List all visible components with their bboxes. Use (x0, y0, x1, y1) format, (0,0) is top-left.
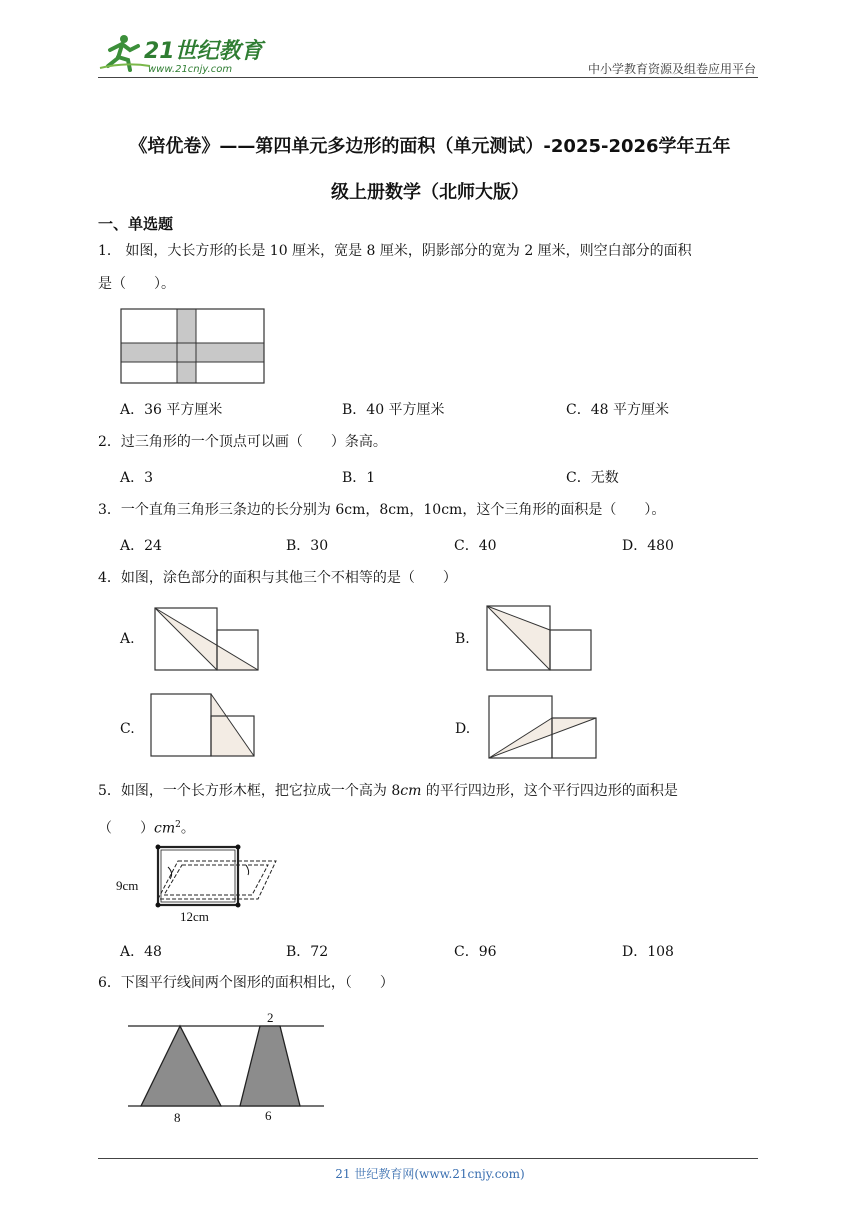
runner-icon (100, 35, 150, 70)
q3-option-d[interactable]: D．480 (622, 538, 674, 554)
q2-option-c[interactable]: C．无数 (566, 470, 619, 486)
page-title-line1: 《培优卷》——第四单元多边形的面积（单元测试）-2025-2026学年五年 (129, 136, 731, 157)
q4-figure-a (152, 606, 262, 676)
svg-text:2: 2 (267, 1010, 274, 1025)
footer-link[interactable]: 21 世纪教育网(www.21cnjy.com) (335, 1167, 525, 1181)
svg-text:12cm: 12cm (180, 909, 209, 924)
question-1-text: 1． 如图，大长方形的长是 10 厘米，宽是 8 厘米，阴影部分的宽为 2 厘米，则空白部分的面积 (98, 243, 692, 259)
q3-option-b[interactable]: B．30 (286, 538, 329, 554)
q4-figure-c (148, 692, 258, 762)
question-6-text: 6．下图平行线间两个图形的面积相比，（ ） (98, 975, 394, 991)
q1-option-c[interactable]: C．48 平方厘米 (566, 402, 669, 418)
question-5-text-cont: （ ）$cm^2$。 (98, 820, 195, 837)
q2-option-b[interactable]: B．1 (342, 470, 376, 486)
question-1-figure (120, 308, 266, 388)
q4-figure-d (486, 694, 600, 764)
q1-option-a[interactable]: A．36 平方厘米 (120, 402, 223, 418)
q4-option-c[interactable]: C. (120, 721, 135, 737)
q5-option-a[interactable]: A．48 (120, 944, 162, 960)
svg-text:9cm: 9cm (116, 878, 139, 893)
question-1-text-cont: 是（ ）。 (98, 276, 175, 292)
q4-figure-b (484, 604, 596, 676)
svg-text:8: 8 (174, 1110, 181, 1125)
question-2-text: 2．过三角形的一个顶点可以画（ ）条高。 (98, 434, 387, 450)
page-title-line2: 级上册数学（北师大版） (331, 182, 529, 203)
question-4-text: 4．如图，涂色部分的面积与其他三个不相等的是（ ） (98, 570, 457, 586)
q5-option-d[interactable]: D．108 (622, 944, 674, 960)
question-5-figure (116, 843, 280, 929)
q3-option-a[interactable]: A．24 (120, 538, 162, 554)
section-title: 一、单选题 (98, 215, 174, 233)
svg-text:6: 6 (265, 1108, 272, 1123)
svg-text:www.21cnjy.com: www.21cnjy.com (148, 64, 233, 75)
q4-option-d[interactable]: D. (455, 721, 471, 737)
q2-option-a[interactable]: A．3 (120, 470, 154, 486)
site-logo (96, 30, 266, 76)
q4-option-a[interactable]: A. (120, 631, 135, 647)
svg-text:21世纪教育: 21世纪教育 (144, 39, 263, 64)
q5-option-c[interactable]: C．96 (454, 944, 497, 960)
q4-option-b[interactable]: B. (455, 631, 470, 647)
header-divider (98, 77, 758, 78)
footer-divider (98, 1158, 758, 1159)
q5-option-b[interactable]: B．72 (286, 944, 329, 960)
question-3-text: 3．一个直角三角形三条边的长分别为 6cm，8cm，10cm，这个三角形的面积是（ ）。 (98, 502, 666, 518)
question-6-figure (128, 1008, 328, 1134)
header-platform-text: 中小学教育资源及组卷应用平台 (587, 62, 756, 76)
question-5-text: 5．如图，一个长方形木框，把它拉成一个高为 8cm 的平行四边形，这个平行四边形的面积是 (98, 783, 678, 799)
q3-option-c[interactable]: C．40 (454, 538, 497, 554)
q1-option-b[interactable]: B．40 平方厘米 (342, 402, 445, 418)
